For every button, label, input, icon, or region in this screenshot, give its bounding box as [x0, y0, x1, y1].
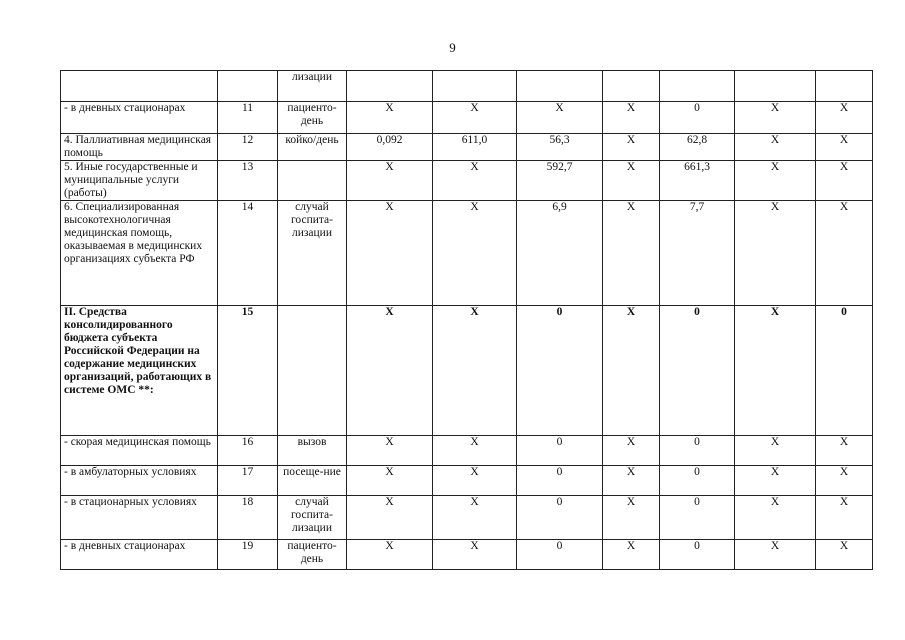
value-cell: X: [735, 161, 816, 201]
value-cell: X: [433, 436, 517, 466]
value-cell: X: [735, 306, 816, 436]
value-cell: 0: [517, 306, 603, 436]
value-cell: 0: [660, 466, 735, 496]
row-name-cell: II. Средства консолидированного бюджета субъекта Российской Федерации на содержание медицинских организаций, работающих в системе ОМС **:: [61, 306, 218, 436]
value-cell: 0: [660, 496, 735, 540]
value-cell: 6,9: [517, 201, 603, 306]
unit-cell: посеще-ние: [278, 466, 347, 496]
table-row: [61, 496, 873, 540]
value-cell: 0: [660, 102, 735, 134]
value-cell: X: [735, 466, 816, 496]
unit-cell: случай госпита-лизации: [278, 496, 347, 540]
value-cell: X: [603, 540, 660, 570]
value-cell: X: [603, 201, 660, 306]
value-cell: X: [603, 134, 660, 161]
row-name-cell: - в стационарных условиях: [61, 496, 218, 540]
value-cell: X: [347, 436, 433, 466]
value-cell: X: [433, 306, 517, 436]
value-cell: X: [347, 496, 433, 540]
value-cell: X: [816, 161, 873, 201]
value-cell: X: [603, 102, 660, 134]
unit-cell: лизации: [278, 71, 347, 102]
value-cell: X: [433, 201, 517, 306]
unit-cell: вызов: [278, 436, 347, 466]
row-name-cell: - в амбулаторных условиях: [61, 466, 218, 496]
row-name-cell: 5. Иные государственные и муниципальные услуги (работы): [61, 161, 218, 201]
value-cell: 62,8: [660, 134, 735, 161]
value-cell: X: [603, 161, 660, 201]
value-cell: [347, 71, 433, 102]
unit-cell: [278, 306, 347, 436]
value-cell: [517, 71, 603, 102]
value-cell: X: [735, 134, 816, 161]
table-row: [61, 306, 873, 436]
table-row: [61, 466, 873, 496]
value-cell: 0,092: [347, 134, 433, 161]
value-cell: X: [347, 201, 433, 306]
value-cell: X: [735, 540, 816, 570]
value-cell: 0: [517, 540, 603, 570]
unit-cell: [278, 161, 347, 201]
value-cell: X: [816, 102, 873, 134]
value-cell: X: [735, 496, 816, 540]
table-row: [61, 71, 873, 102]
value-cell: 56,3: [517, 134, 603, 161]
row-name-cell: - в дневных стационарах: [61, 540, 218, 570]
row-number-cell: 19: [218, 540, 278, 570]
row-number-cell: 12: [218, 134, 278, 161]
value-cell: [735, 71, 816, 102]
table-row: [61, 161, 873, 201]
row-name-cell: 6. Специализированная высокотехнологичная медицинская помощь, оказываемая в медицинских организациях субъекта РФ: [61, 201, 218, 306]
row-number-cell: 13: [218, 161, 278, 201]
value-cell: 0: [517, 436, 603, 466]
page-number: 9: [449, 40, 456, 55]
value-cell: [603, 71, 660, 102]
value-cell: X: [347, 161, 433, 201]
row-number-cell: [218, 71, 278, 102]
table-row: [61, 436, 873, 466]
value-cell: [816, 71, 873, 102]
value-cell: X: [816, 436, 873, 466]
value-cell: 661,3: [660, 161, 735, 201]
data-table: [60, 70, 873, 570]
row-name-cell: - скорая медицинская помощь: [61, 436, 218, 466]
value-cell: X: [433, 496, 517, 540]
value-cell: 0: [660, 540, 735, 570]
table-row: [61, 201, 873, 306]
value-cell: X: [433, 466, 517, 496]
value-cell: X: [517, 102, 603, 134]
table-row: [61, 102, 873, 134]
value-cell: 0: [816, 306, 873, 436]
table-row: [61, 134, 873, 161]
value-cell: X: [816, 466, 873, 496]
value-cell: X: [433, 540, 517, 570]
value-cell: 0: [660, 436, 735, 466]
value-cell: X: [347, 540, 433, 570]
row-number-cell: 18: [218, 496, 278, 540]
value-cell: [660, 71, 735, 102]
value-cell: X: [735, 201, 816, 306]
value-cell: X: [347, 466, 433, 496]
value-cell: X: [735, 102, 816, 134]
value-cell: X: [347, 306, 433, 436]
row-number-cell: 15: [218, 306, 278, 436]
value-cell: X: [603, 496, 660, 540]
row-number-cell: 11: [218, 102, 278, 134]
value-cell: X: [347, 102, 433, 134]
row-number-cell: 17: [218, 466, 278, 496]
row-number-cell: 14: [218, 201, 278, 306]
row-name-cell: - в дневных стационарах: [61, 102, 218, 134]
value-cell: X: [816, 540, 873, 570]
value-cell: 0: [517, 496, 603, 540]
value-cell: X: [816, 134, 873, 161]
value-cell: X: [816, 201, 873, 306]
row-name-cell: [61, 71, 218, 102]
unit-cell: койко/день: [278, 134, 347, 161]
value-cell: X: [603, 306, 660, 436]
value-cell: X: [433, 161, 517, 201]
unit-cell: пациенто-день: [278, 102, 347, 134]
unit-cell: случай госпита-лизации: [278, 201, 347, 306]
row-number-cell: 16: [218, 436, 278, 466]
value-cell: [433, 71, 517, 102]
value-cell: X: [603, 436, 660, 466]
value-cell: X: [433, 102, 517, 134]
value-cell: X: [603, 466, 660, 496]
value-cell: X: [735, 436, 816, 466]
value-cell: X: [816, 496, 873, 540]
value-cell: 592,7: [517, 161, 603, 201]
value-cell: 0: [517, 466, 603, 496]
value-cell: 611,0: [433, 134, 517, 161]
unit-cell: пациенто-день: [278, 540, 347, 570]
value-cell: 0: [660, 306, 735, 436]
row-name-cell: 4. Паллиативная медицинская помощь: [61, 134, 218, 161]
value-cell: 7,7: [660, 201, 735, 306]
table-row: [61, 540, 873, 570]
